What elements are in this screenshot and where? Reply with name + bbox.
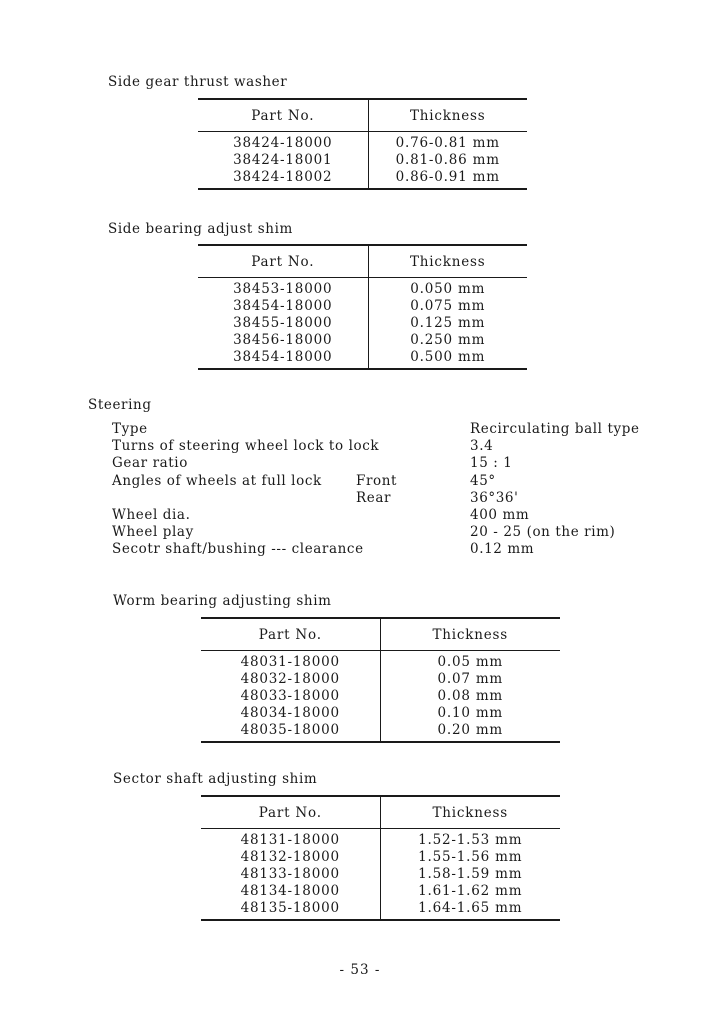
- part-number-cell: 48035-18000: [201, 722, 380, 742]
- table-row: [198, 169, 527, 189]
- part-number-cell: 48033-18000: [201, 688, 380, 705]
- spec-row: [112, 438, 652, 455]
- spec-value: 20 - 25 (on the rim): [470, 524, 616, 540]
- part-number-cell: 48134-18000: [201, 883, 380, 900]
- spec-row: [112, 490, 652, 507]
- table-row: [201, 705, 560, 722]
- table-row: [198, 315, 527, 332]
- spec-row: [112, 473, 652, 490]
- thickness-cell: 0.125 mm: [410, 315, 486, 331]
- part-number-cell: 38424-18001: [198, 152, 368, 169]
- thickness-cell: 0.10 mm: [437, 705, 504, 721]
- table-row: [201, 688, 560, 705]
- thickness-cell: 0.81-0.86 mm: [395, 152, 500, 168]
- spec-label: Turns of steering wheel lock to lock: [112, 438, 380, 454]
- spec-value: 45°: [470, 473, 496, 489]
- table-row: [198, 278, 527, 299]
- part-number-cell: 48132-18000: [201, 849, 380, 866]
- column-header-thickness: Thickness: [368, 245, 527, 278]
- spec-label: Wheel dia.: [112, 507, 191, 523]
- table-row: [201, 671, 560, 688]
- thickness-cell: 0.76-0.81 mm: [395, 135, 500, 151]
- table-row: [201, 849, 560, 866]
- table-row: [201, 722, 560, 742]
- part-number-cell: 48032-18000: [201, 671, 380, 688]
- table-row: [201, 651, 560, 672]
- thickness-cell: 1.55-1.56 mm: [418, 849, 523, 865]
- thickness-cell: 1.52-1.53 mm: [418, 832, 523, 848]
- thickness-cell: 1.61-1.62 mm: [418, 883, 523, 899]
- part-number-cell: 38424-18002: [198, 169, 368, 189]
- column-header-part-no: Part No.: [198, 245, 368, 278]
- spec-label: Wheel play: [112, 524, 194, 540]
- spec-row: [112, 507, 652, 524]
- part-number-cell: 38454-18000: [198, 349, 368, 369]
- thickness-cell: 0.500 mm: [410, 349, 486, 365]
- part-number-cell: 38453-18000: [198, 278, 368, 299]
- thickness-cell: 0.250 mm: [410, 332, 486, 348]
- parts-table: [201, 617, 560, 743]
- part-number-cell: 48034-18000: [201, 705, 380, 722]
- spec-value: 0.12 mm: [470, 541, 535, 557]
- spec-label: Secotr shaft/bushing --- clearance: [112, 541, 364, 557]
- spec-qualifier: Rear: [356, 490, 392, 506]
- page-number: - 53 -: [339, 962, 381, 978]
- table-row: [201, 829, 560, 850]
- steering-spec-list: [112, 421, 652, 561]
- section-title: Worm bearing adjusting shim: [113, 593, 332, 609]
- spec-row: [112, 421, 652, 438]
- thickness-cell: 0.075 mm: [410, 298, 486, 314]
- parts-table: [198, 244, 527, 370]
- part-number-cell: 48131-18000: [201, 829, 380, 850]
- spec-value: 400 mm: [470, 507, 530, 523]
- part-number-cell: 48031-18000: [201, 651, 380, 672]
- column-header-thickness: Thickness: [380, 618, 560, 651]
- table-row: [201, 883, 560, 900]
- column-header-part-no: Part No.: [198, 99, 368, 132]
- table-row: [201, 900, 560, 920]
- spec-row: [112, 455, 652, 472]
- table-row: [198, 298, 527, 315]
- thickness-cell: 1.58-1.59 mm: [418, 866, 523, 882]
- section-title: Side bearing adjust shim: [108, 221, 293, 237]
- column-header-part-no: Part No.: [201, 618, 380, 651]
- spec-row: [112, 524, 652, 541]
- part-number-cell: 48133-18000: [201, 866, 380, 883]
- section-title: Sector shaft adjusting shim: [113, 771, 318, 787]
- thickness-cell: 0.07 mm: [437, 671, 504, 687]
- column-header-part-no: Part No.: [201, 796, 380, 829]
- thickness-cell: 0.050 mm: [410, 281, 486, 297]
- part-number-cell: 38455-18000: [198, 315, 368, 332]
- part-number-cell: 38424-18000: [198, 132, 368, 153]
- section-title: Side gear thrust washer: [108, 74, 288, 90]
- spec-row: [112, 541, 652, 558]
- spec-value: 36°36': [470, 490, 519, 506]
- thickness-cell: 0.20 mm: [437, 722, 504, 738]
- spec-qualifier: Front: [356, 473, 398, 489]
- thickness-cell: 0.05 mm: [437, 654, 504, 670]
- part-number-cell: 38454-18000: [198, 298, 368, 315]
- table-row: [201, 866, 560, 883]
- spec-label: Angles of wheels at full lock: [112, 473, 322, 489]
- part-number-cell: 38456-18000: [198, 332, 368, 349]
- spec-value: 15 : 1: [470, 455, 513, 471]
- thickness-cell: 0.86-0.91 mm: [395, 169, 500, 185]
- parts-table: [198, 98, 527, 190]
- table-row: [198, 132, 527, 153]
- thickness-cell: 1.64-1.65 mm: [418, 900, 523, 916]
- parts-table: [201, 795, 560, 921]
- column-header-thickness: Thickness: [368, 99, 527, 132]
- table-row: [198, 152, 527, 169]
- spec-label: Type: [112, 421, 148, 437]
- spec-label: Gear ratio: [112, 455, 188, 471]
- part-number-cell: 48135-18000: [201, 900, 380, 920]
- section-title-steering: Steering: [88, 397, 152, 413]
- thickness-cell: 0.08 mm: [437, 688, 504, 704]
- column-header-thickness: Thickness: [380, 796, 560, 829]
- table-row: [198, 332, 527, 349]
- spec-value: Recirculating ball type: [470, 421, 640, 437]
- table-row: [198, 349, 527, 369]
- spec-value: 3.4: [470, 438, 494, 454]
